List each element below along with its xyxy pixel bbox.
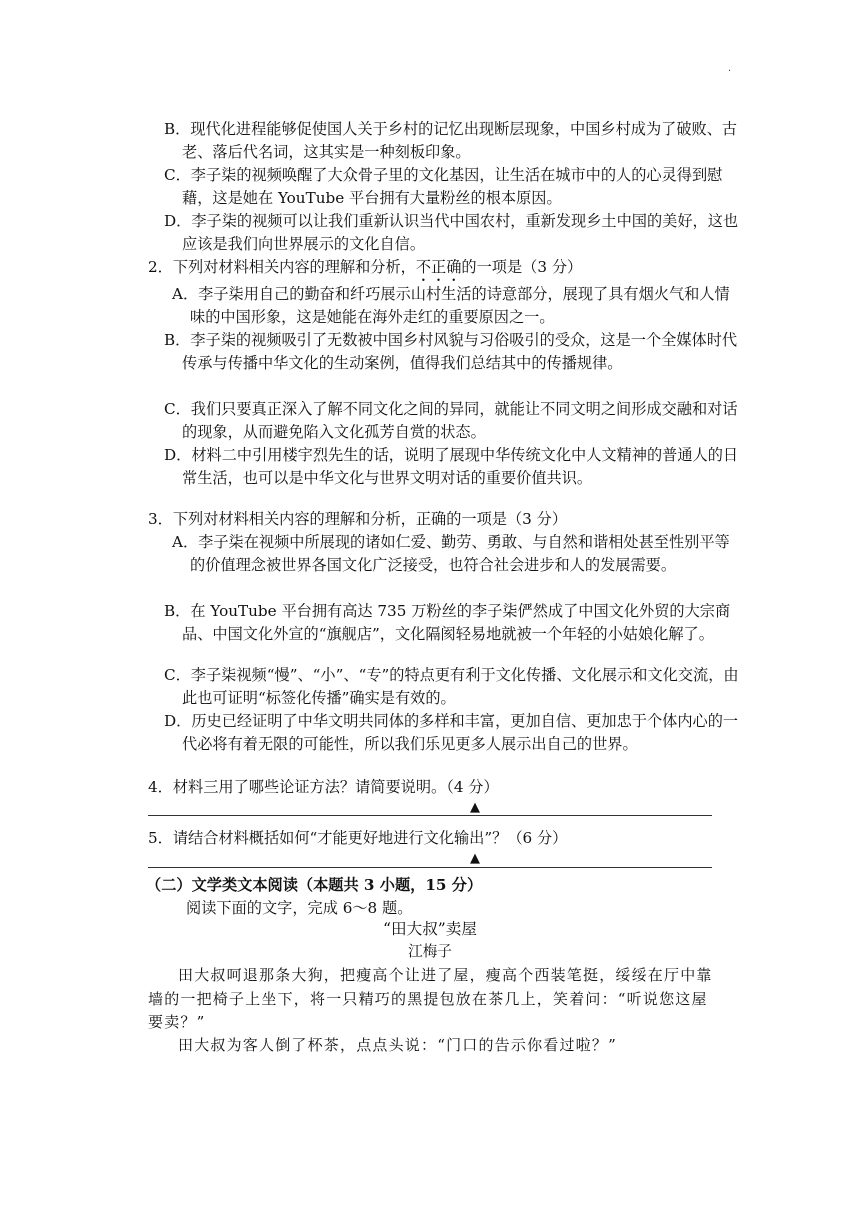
q2-stem: [148, 256, 728, 285]
q2-option-d: D．材料二中引用楼宇烈先生的话，说明了展现中华传统文化中人文精神的普通人的日常生活，也可以是中华文化与世界文明对话的重要价值共识。: [164, 446, 739, 487]
q5-answer-triangle-icon: ▲: [470, 851, 480, 866]
q1-option-b: B．现代化进程能够促使国人关于乡村的记忆出现断层现象，中国乡村成为了破败、古老、落后代名词，这其实是一种刻板印象。: [164, 120, 738, 161]
story-title: “田大叔”卖屋: [383, 920, 477, 938]
q4-stem: 4．材料三用了哪些论证方法？请简要说明。（4 分）: [148, 778, 499, 796]
q2-stem-after: 的一项是（3 分）: [461, 258, 583, 276]
story-author: 江梅子: [408, 943, 452, 960]
q4-answer-line[interactable]: [148, 815, 712, 816]
q1-option-c: C．李子柒的视频唤醒了大众骨子里的文化基因，让生活在城市中的人的心灵得到慰藉，这是她在 YouTube 平台拥有大量粉丝的根本原因。: [164, 166, 723, 207]
q2-stem-before: 2．下列对材料相关内容的理解和分析，: [148, 258, 416, 276]
q1-option-d: D．李子柒的视频可以让我们重新认识当代中国农村，重新发现乡土中国的美好，这也应该是我们向世界展示的文化自信。: [164, 212, 739, 253]
section-instruction: 阅读下面的文字，完成 6～8 题。: [186, 899, 413, 917]
story-paragraph: 田大叔呵退那条大狗，把瘦高个让进了屋，瘦高个西装笔挺，绥绥在厅中靠墙的一把椅子上坐下，将一只精巧的黑提包放在茶几上，笑着问：“听说您这屋要卖？”: [148, 966, 713, 1031]
q3-stem: 3．下列对材料相关内容的理解和分析，正确的一项是（3 分）: [148, 510, 568, 528]
q3-option-b: B．在 YouTube 平台拥有高达 735 万粉丝的李子柒俨然成了中国文化外贸的大宗商品、中国文化外宣的“旗舰店”，文化隔阂轻易地就被一个年轻的小姑娘化解了。: [164, 602, 731, 643]
q2-option-c: C．我们只要真正深入了解不同文化之间的异同，就能让不同文明之间形成交融和对话的现象，从而避免陷入文化孤芳自赏的状态。: [164, 400, 738, 441]
section-title: （二）文学类文本阅读（本题共 3 小题，15 分）: [146, 876, 483, 894]
q2-option-b: B．李子柒的视频吸引了无数被中国乡村风貌与习俗吸引的受众，这是一个全媒体时代传承与传播中华文化的生动案例，值得我们总结其中的传播规律。: [164, 331, 738, 372]
q3-option-c: C．李子柒视频“慢”、“小”、“专”的特点更有利于文化传播、文化展示和文化交流，由此也可证明“标签化传播”确实是有效的。: [164, 666, 739, 707]
q5-answer-line[interactable]: [148, 867, 712, 868]
story-paragraph: 田大叔为客人倒了杯茶，点点头说：“门口的告示你看过啦？”: [178, 1036, 617, 1054]
q3-option-d: D．历史已经证明了中华文明共同体的多样和丰富，更加自信、更加忠于个体内心的一代必将有着无限的可能性，所以我们乐见更多人展示出自己的世界。: [164, 712, 739, 753]
q2-option-a: A．李子柒用自己的勤奋和纤巧展示山村生活的诗意部分，展现了具有烟火气和人情味的中国形象，这是她能在海外走红的重要原因之一。: [172, 285, 730, 326]
q5-stem: 5．请结合材料概括如何“才能更好地进行文化输出”？（6 分）: [148, 829, 568, 847]
q4-answer-triangle-icon: ▲: [470, 800, 480, 815]
q3-option-a: A．李子柒在视频中所展现的诸如仁爱、勤劳、勇敢、与自然和谐相处甚至性别平等的价值理念被世界各国文化广泛接受，也符合社会进步和人的发展需要。: [172, 533, 730, 574]
page-mark: ·: [728, 66, 732, 77]
q2-stem-emphasis: 不正确: [415, 258, 462, 276]
